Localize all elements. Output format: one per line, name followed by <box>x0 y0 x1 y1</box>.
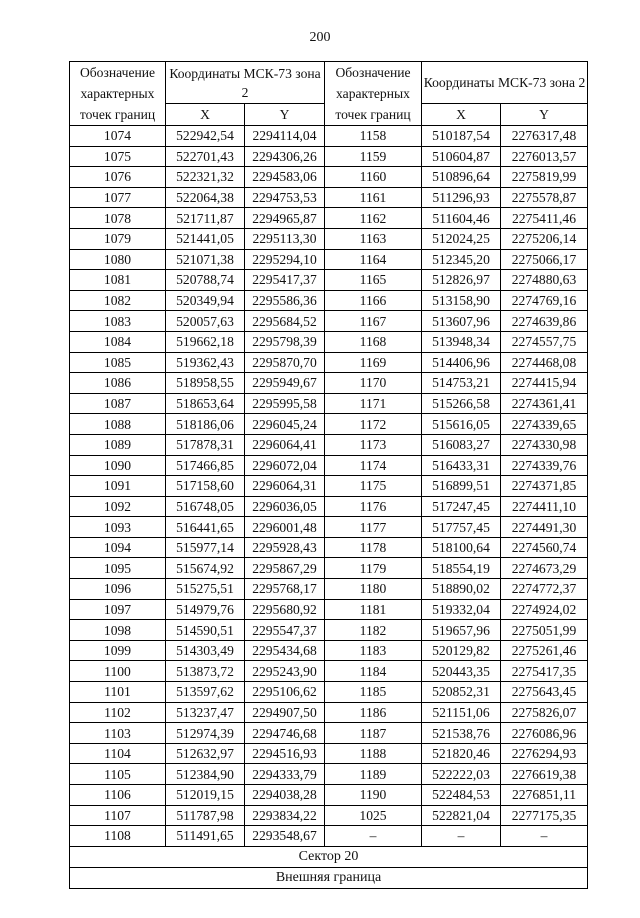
x-right-cell: 513607,96 <box>422 311 501 332</box>
point-id-right-cell: 1174 <box>325 455 422 476</box>
y-right-cell: 2274339,65 <box>501 414 588 435</box>
point-id-right-cell: 1168 <box>325 331 422 352</box>
x-right-cell: 516083,27 <box>422 434 501 455</box>
x-right-cell: 510187,54 <box>422 126 501 147</box>
point-id-left-cell: 1080 <box>70 249 166 270</box>
point-id-left-cell: 1099 <box>70 640 166 661</box>
x-left-cell: 517878,31 <box>166 434 245 455</box>
x-right-cell: 518890,02 <box>422 579 501 600</box>
x-right-cell: 510896,64 <box>422 167 501 188</box>
x-right-cell: 510604,87 <box>422 146 501 167</box>
table-row <box>70 785 588 806</box>
x-right-cell: 517757,45 <box>422 517 501 538</box>
sector-label: Сектор 20 <box>70 846 588 867</box>
x-left-cell: 515977,14 <box>166 537 245 558</box>
x-left-cell: 515275,51 <box>166 579 245 600</box>
y-left-cell: 2295586,36 <box>245 290 325 311</box>
y-right-cell: – <box>501 826 588 847</box>
y-left-cell: 2294746,68 <box>245 723 325 744</box>
x-left-cell: 519662,18 <box>166 331 245 352</box>
point-id-left-cell: 1107 <box>70 805 166 826</box>
point-id-right-cell: 1164 <box>325 249 422 270</box>
point-id-right-cell: 1173 <box>325 434 422 455</box>
y-right-cell: 2274411,10 <box>501 496 588 517</box>
y-right-cell: 2274772,37 <box>501 579 588 600</box>
y-left-cell: 2294907,50 <box>245 702 325 723</box>
point-id-right-cell: 1169 <box>325 352 422 373</box>
point-id-right-cell: 1179 <box>325 558 422 579</box>
y-left-cell: 2293834,22 <box>245 805 325 826</box>
table-row <box>70 702 588 723</box>
y-left-cell: 2295434,68 <box>245 640 325 661</box>
point-id-left-cell: 1094 <box>70 537 166 558</box>
point-id-left-cell: 1090 <box>70 455 166 476</box>
point-id-left-cell: 1078 <box>70 208 166 229</box>
y-right-cell: 2274560,74 <box>501 537 588 558</box>
boundary-label: Внешняя граница <box>70 867 588 888</box>
x-right-cell: 514753,21 <box>422 373 501 394</box>
point-id-left-cell: 1089 <box>70 434 166 455</box>
point-id-right-cell: 1190 <box>325 785 422 806</box>
x-right-cell: 522821,04 <box>422 805 501 826</box>
x-right-cell: 514406,96 <box>422 352 501 373</box>
y-right-cell: 2277175,35 <box>501 805 588 826</box>
x-left-cell: 521441,05 <box>166 228 245 249</box>
point-id-right-cell: 1161 <box>325 187 422 208</box>
table-row <box>70 537 588 558</box>
table-row <box>70 723 588 744</box>
y-left-cell: 2295547,37 <box>245 620 325 641</box>
table-row <box>70 414 588 435</box>
y-right-cell: 2275051,99 <box>501 620 588 641</box>
point-id-left-cell: 1088 <box>70 414 166 435</box>
x-left-cell: 515674,92 <box>166 558 245 579</box>
y-right-cell: 2274880,63 <box>501 270 588 291</box>
y-left-cell: 2295867,29 <box>245 558 325 579</box>
x-right-cell: 519657,96 <box>422 620 501 641</box>
table-row <box>70 517 588 538</box>
x-right-cell: 521820,46 <box>422 743 501 764</box>
header-designation-left: Обозначение характерных точек границ <box>70 62 166 126</box>
x-left-cell: 514590,51 <box>166 620 245 641</box>
point-id-right-cell: 1178 <box>325 537 422 558</box>
header-y-right: Y <box>501 104 588 126</box>
x-right-cell: 519332,04 <box>422 599 501 620</box>
y-left-cell: 2295113,30 <box>245 228 325 249</box>
y-right-cell: 2274339,76 <box>501 455 588 476</box>
table-row <box>70 558 588 579</box>
point-id-left-cell: 1075 <box>70 146 166 167</box>
x-left-cell: 518186,06 <box>166 414 245 435</box>
y-right-cell: 2276619,38 <box>501 764 588 785</box>
x-left-cell: 517466,85 <box>166 455 245 476</box>
y-left-cell: 2295684,52 <box>245 311 325 332</box>
x-left-cell: 522321,32 <box>166 167 245 188</box>
y-left-cell: 2295928,43 <box>245 537 325 558</box>
y-left-cell: 2294516,93 <box>245 743 325 764</box>
y-right-cell: 2275417,35 <box>501 661 588 682</box>
y-right-cell: 2274769,16 <box>501 290 588 311</box>
point-id-left-cell: 1085 <box>70 352 166 373</box>
x-left-cell: 518958,55 <box>166 373 245 394</box>
point-id-right-cell: 1167 <box>325 311 422 332</box>
table-row <box>70 167 588 188</box>
y-right-cell: 2274557,75 <box>501 331 588 352</box>
x-left-cell: 518653,64 <box>166 393 245 414</box>
point-id-left-cell: 1074 <box>70 126 166 147</box>
point-id-right-cell: 1162 <box>325 208 422 229</box>
table-row <box>70 764 588 785</box>
header-x-right: X <box>422 104 501 126</box>
point-id-left-cell: 1100 <box>70 661 166 682</box>
table-row <box>70 146 588 167</box>
table-row <box>70 249 588 270</box>
y-right-cell: 2275578,87 <box>501 187 588 208</box>
table-row <box>70 311 588 332</box>
x-right-cell: 512024,25 <box>422 228 501 249</box>
y-left-cell: 2295870,70 <box>245 352 325 373</box>
y-right-cell: 2274491,30 <box>501 517 588 538</box>
table-row <box>70 682 588 703</box>
x-right-cell: 520443,35 <box>422 661 501 682</box>
y-left-cell: 2295949,67 <box>245 373 325 394</box>
y-right-cell: 2274330,98 <box>501 434 588 455</box>
table-row <box>70 599 588 620</box>
y-left-cell: 2294333,79 <box>245 764 325 785</box>
table-row <box>70 270 588 291</box>
x-right-cell: 520852,31 <box>422 682 501 703</box>
y-left-cell: 2295680,92 <box>245 599 325 620</box>
x-right-cell: 521151,06 <box>422 702 501 723</box>
table-row <box>70 373 588 394</box>
y-right-cell: 2276013,57 <box>501 146 588 167</box>
x-left-cell: 512019,15 <box>166 785 245 806</box>
point-id-left-cell: 1092 <box>70 496 166 517</box>
point-id-left-cell: 1108 <box>70 826 166 847</box>
point-id-right-cell: 1180 <box>325 579 422 600</box>
point-id-left-cell: 1096 <box>70 579 166 600</box>
y-left-cell: 2296045,24 <box>245 414 325 435</box>
x-right-cell: 511296,93 <box>422 187 501 208</box>
point-id-right-cell: 1165 <box>325 270 422 291</box>
x-left-cell: 520349,94 <box>166 290 245 311</box>
point-id-left-cell: 1098 <box>70 620 166 641</box>
y-right-cell: 2275066,17 <box>501 249 588 270</box>
y-right-cell: 2274415,94 <box>501 373 588 394</box>
table-row <box>70 496 588 517</box>
header-coords-left: Координаты МСК-73 зона 2 <box>166 62 325 104</box>
table-row <box>70 434 588 455</box>
point-id-left-cell: 1102 <box>70 702 166 723</box>
x-right-cell: 522484,53 <box>422 785 501 806</box>
x-left-cell: 519362,43 <box>166 352 245 373</box>
y-left-cell: 2295106,62 <box>245 682 325 703</box>
y-left-cell: 2296036,05 <box>245 496 325 517</box>
x-left-cell: 512384,90 <box>166 764 245 785</box>
y-left-cell: 2295243,90 <box>245 661 325 682</box>
table-row <box>70 352 588 373</box>
y-right-cell: 2276851,11 <box>501 785 588 806</box>
table-row <box>70 290 588 311</box>
y-left-cell: 2294583,06 <box>245 167 325 188</box>
y-left-cell: 2294965,87 <box>245 208 325 229</box>
x-left-cell: 512974,39 <box>166 723 245 744</box>
point-id-right-cell: 1188 <box>325 743 422 764</box>
table-row <box>70 743 588 764</box>
x-left-cell: 511787,98 <box>166 805 245 826</box>
point-id-left-cell: 1105 <box>70 764 166 785</box>
x-left-cell: 513597,62 <box>166 682 245 703</box>
x-left-cell: 520788,74 <box>166 270 245 291</box>
point-id-left-cell: 1077 <box>70 187 166 208</box>
x-right-cell: 517247,45 <box>422 496 501 517</box>
x-right-cell: 518554,19 <box>422 558 501 579</box>
x-left-cell: 520057,63 <box>166 311 245 332</box>
table-row <box>70 476 588 497</box>
y-left-cell: 2296064,41 <box>245 434 325 455</box>
point-id-right-cell: 1176 <box>325 496 422 517</box>
x-right-cell: 512345,20 <box>422 249 501 270</box>
point-id-right-cell: – <box>325 826 422 847</box>
x-right-cell: – <box>422 826 501 847</box>
y-left-cell: 2295995,58 <box>245 393 325 414</box>
table-row <box>70 640 588 661</box>
x-right-cell: 515266,58 <box>422 393 501 414</box>
y-left-cell: 2293548,67 <box>245 826 325 847</box>
point-id-right-cell: 1160 <box>325 167 422 188</box>
header-x-left: X <box>166 104 245 126</box>
x-left-cell: 516748,05 <box>166 496 245 517</box>
coordinates-table <box>69 61 588 889</box>
point-id-left-cell: 1091 <box>70 476 166 497</box>
x-left-cell: 512632,97 <box>166 743 245 764</box>
y-right-cell: 2276294,93 <box>501 743 588 764</box>
y-left-cell: 2295294,10 <box>245 249 325 270</box>
y-right-cell: 2275826,07 <box>501 702 588 723</box>
table-row <box>70 805 588 826</box>
point-id-left-cell: 1104 <box>70 743 166 764</box>
y-right-cell: 2275411,46 <box>501 208 588 229</box>
point-id-left-cell: 1093 <box>70 517 166 538</box>
table-row <box>70 455 588 476</box>
y-left-cell: 2295768,17 <box>245 579 325 600</box>
x-right-cell: 521538,76 <box>422 723 501 744</box>
y-left-cell: 2294038,28 <box>245 785 325 806</box>
y-right-cell: 2274468,08 <box>501 352 588 373</box>
x-left-cell: 511491,65 <box>166 826 245 847</box>
y-left-cell: 2296001,48 <box>245 517 325 538</box>
point-id-left-cell: 1081 <box>70 270 166 291</box>
x-right-cell: 518100,64 <box>422 537 501 558</box>
point-id-left-cell: 1079 <box>70 228 166 249</box>
point-id-left-cell: 1076 <box>70 167 166 188</box>
point-id-right-cell: 1183 <box>325 640 422 661</box>
page-number: 200 <box>309 30 331 45</box>
header-designation-right: Обозначение характерных точек границ <box>325 62 422 126</box>
x-left-cell: 521711,87 <box>166 208 245 229</box>
x-left-cell: 521071,38 <box>166 249 245 270</box>
table-body <box>70 126 588 847</box>
x-left-cell: 514303,49 <box>166 640 245 661</box>
x-left-cell: 513873,72 <box>166 661 245 682</box>
x-right-cell: 512826,97 <box>422 270 501 291</box>
x-right-cell: 522222,03 <box>422 764 501 785</box>
point-id-right-cell: 1177 <box>325 517 422 538</box>
point-id-left-cell: 1103 <box>70 723 166 744</box>
point-id-right-cell: 1159 <box>325 146 422 167</box>
point-id-right-cell: 1171 <box>325 393 422 414</box>
x-right-cell: 516899,51 <box>422 476 501 497</box>
y-left-cell: 2295417,37 <box>245 270 325 291</box>
y-left-cell: 2294114,04 <box>245 126 325 147</box>
x-right-cell: 513948,34 <box>422 331 501 352</box>
table-row <box>70 331 588 352</box>
point-id-right-cell: 1025 <box>325 805 422 826</box>
y-right-cell: 2275819,99 <box>501 167 588 188</box>
table-row <box>70 579 588 600</box>
point-id-right-cell: 1184 <box>325 661 422 682</box>
y-right-cell: 2275643,45 <box>501 682 588 703</box>
y-left-cell: 2295798,39 <box>245 331 325 352</box>
x-left-cell: 522701,43 <box>166 146 245 167</box>
point-id-right-cell: 1186 <box>325 702 422 723</box>
point-id-left-cell: 1101 <box>70 682 166 703</box>
point-id-left-cell: 1106 <box>70 785 166 806</box>
point-id-right-cell: 1158 <box>325 126 422 147</box>
point-id-left-cell: 1084 <box>70 331 166 352</box>
y-left-cell: 2296072,04 <box>245 455 325 476</box>
y-right-cell: 2275261,46 <box>501 640 588 661</box>
point-id-right-cell: 1172 <box>325 414 422 435</box>
y-right-cell: 2274639,86 <box>501 311 588 332</box>
y-right-cell: 2274361,41 <box>501 393 588 414</box>
y-right-cell: 2276317,48 <box>501 126 588 147</box>
y-left-cell: 2294306,26 <box>245 146 325 167</box>
x-left-cell: 517158,60 <box>166 476 245 497</box>
table-row <box>70 826 588 847</box>
y-left-cell: 2296064,31 <box>245 476 325 497</box>
point-id-right-cell: 1170 <box>325 373 422 394</box>
point-id-left-cell: 1097 <box>70 599 166 620</box>
table-row <box>70 187 588 208</box>
x-right-cell: 520129,82 <box>422 640 501 661</box>
point-id-left-cell: 1086 <box>70 373 166 394</box>
x-left-cell: 514979,76 <box>166 599 245 620</box>
x-right-cell: 516433,31 <box>422 455 501 476</box>
point-id-right-cell: 1181 <box>325 599 422 620</box>
table-row <box>70 661 588 682</box>
header-coords-right: Координаты МСК-73 зона 2 <box>422 62 588 104</box>
x-left-cell: 516441,65 <box>166 517 245 538</box>
point-id-left-cell: 1095 <box>70 558 166 579</box>
point-id-right-cell: 1187 <box>325 723 422 744</box>
y-right-cell: 2276086,96 <box>501 723 588 744</box>
y-right-cell: 2274673,29 <box>501 558 588 579</box>
point-id-right-cell: 1185 <box>325 682 422 703</box>
point-id-right-cell: 1182 <box>325 620 422 641</box>
x-left-cell: 513237,47 <box>166 702 245 723</box>
point-id-left-cell: 1083 <box>70 311 166 332</box>
header-y-left: Y <box>245 104 325 126</box>
x-right-cell: 515616,05 <box>422 414 501 435</box>
point-id-right-cell: 1189 <box>325 764 422 785</box>
y-left-cell: 2294753,53 <box>245 187 325 208</box>
x-left-cell: 522064,38 <box>166 187 245 208</box>
point-id-right-cell: 1166 <box>325 290 422 311</box>
table-row <box>70 620 588 641</box>
y-right-cell: 2274924,02 <box>501 599 588 620</box>
x-left-cell: 522942,54 <box>166 126 245 147</box>
point-id-right-cell: 1163 <box>325 228 422 249</box>
table-row <box>70 228 588 249</box>
point-id-right-cell: 1175 <box>325 476 422 497</box>
table-row <box>70 208 588 229</box>
y-right-cell: 2275206,14 <box>501 228 588 249</box>
table-row <box>70 393 588 414</box>
point-id-left-cell: 1087 <box>70 393 166 414</box>
x-right-cell: 511604,46 <box>422 208 501 229</box>
point-id-left-cell: 1082 <box>70 290 166 311</box>
y-right-cell: 2274371,85 <box>501 476 588 497</box>
table-row <box>70 126 588 147</box>
x-right-cell: 513158,90 <box>422 290 501 311</box>
